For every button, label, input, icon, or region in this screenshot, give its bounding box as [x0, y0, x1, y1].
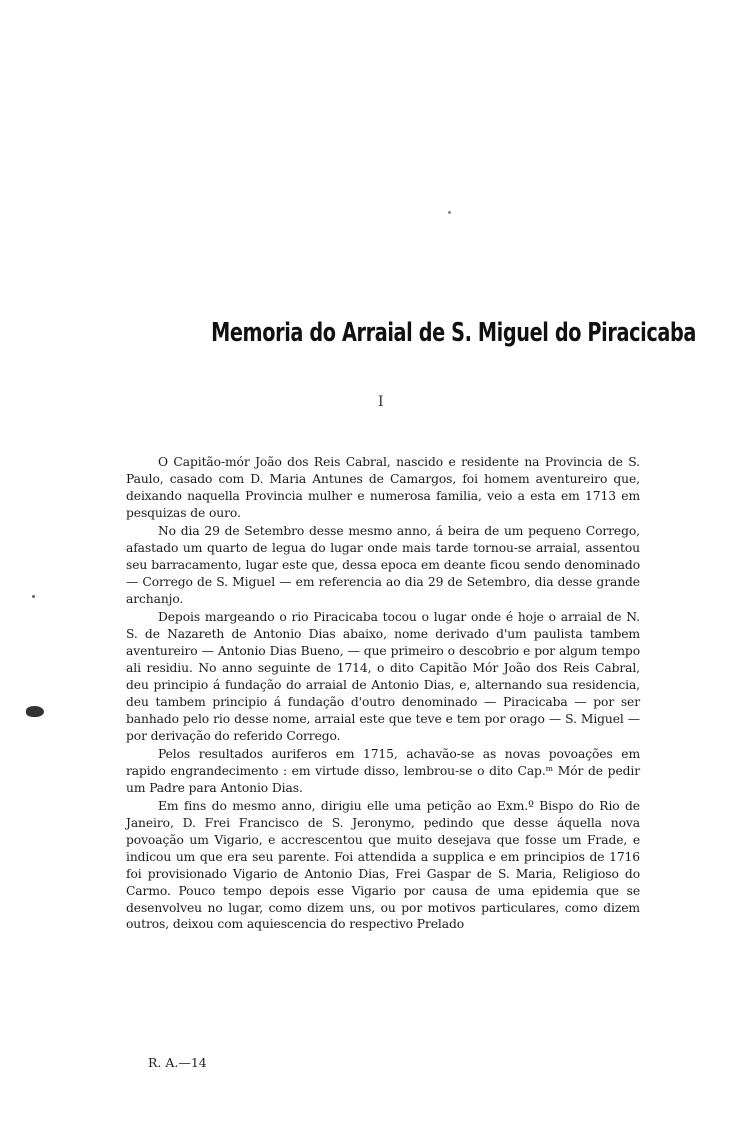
ink-blot: [26, 706, 44, 717]
section-number: I: [378, 394, 384, 410]
body-text: [126, 454, 640, 935]
document-title: Memoria do Arraial de S. Miguel do Piracicaba: [211, 318, 697, 348]
paragraph: Pelos resultados auriferos em 1715, achavão-se as novas povoações em rapido engrandecimento : em virtude disso, lembrou-se o dito Cap.ᵐ Mór de pedir um Padre para Antonio Dias.: [126, 746, 640, 795]
paragraph: Depois margeando o rio Piracicaba tocou o lugar onde é hoje o arraial de N. S. de Nazareth de Antonio Dias abaixo, nome derivado d'um paulista tambem aventureiro — Antonio Dias Bueno, — que primeiro o descobrio e por algum tempo ali residiu. No anno seguinte de 1714, o dito Capitão Mór João dos Reis Cabral, deu principio á fundação do arraial de Antonio Dias, e, alternando sua residencia, deu tambem principio á fundação d'outro denominado — Piracicaba — por ser banhado pelo rio desse nome, arraial este que teve e tem por orago — S. Miguel — por derivação do referido Corrego.: [126, 610, 640, 743]
page-signature: R. A.—14: [148, 1055, 207, 1070]
paragraph: O Capitão-mór João dos Reis Cabral, nascido e residente na Provincia de S. Paulo, casado com D. Maria Antunes de Camargos, foi homem aventureiro que, deixando naquella Provincia mulher e numerosa familia, veio a esta em 1713 em pesquizas de ouro.: [126, 455, 640, 520]
paragraph: Em fins do mesmo anno, dirigiu elle uma petição ao Exm.º Bispo do Rio de Janeiro, D. Frei Francisco de S. Jeronymo, pedindo que desse áquella nova povoação um Vigario, e accrescentou que muito desejava que fosse um Frade, e indicou um que era seu parente. Foi attendida a supplica e em principios de 1716 foi provisionado Vigario de Antonio Dias, Frei Gaspar de S. Maria, Religioso do Carmo. Pouco tempo depois esse Vigario por causa de uma epidemia que se desenvolveu no lugar, como dizem uns, ou por motivos particulares, como dizem outros, deixou com aquiescencia do respectivo Prelado: [126, 799, 640, 932]
scan-speck: [448, 211, 451, 214]
paragraph: No dia 29 de Setembro desse mesmo anno, á beira de um pequeno Corrego, afastado um quarto de legua do lugar onde mais tarde tornou-se arraial, assentou seu barracamento, lugar este que, dessa epoca em deante ficou sendo denominado — Corrego de S. Miguel — em referencia ao dia 29 de Setembro, dia desse grande archanjo.: [126, 524, 640, 606]
scan-speck: [32, 595, 35, 598]
